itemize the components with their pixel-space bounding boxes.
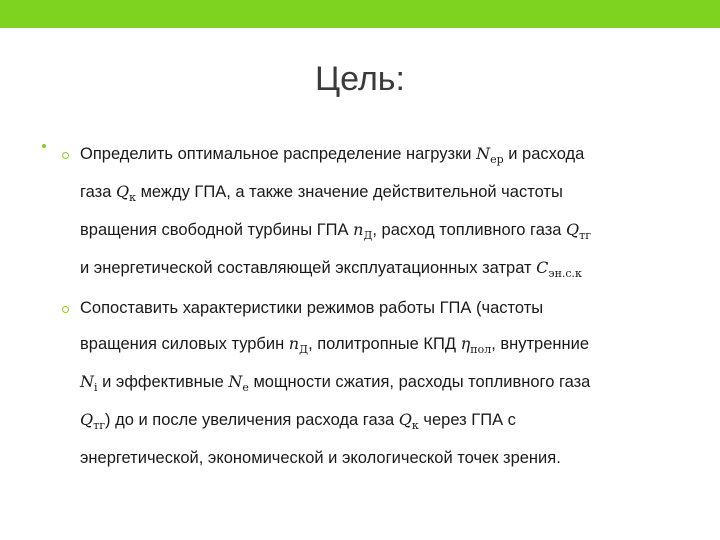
text-line: $N_i$ и эффективные $N_e$ мощности сжатия, расходы топливного газа <box>80 372 591 394</box>
slide-title: Цель: <box>315 60 405 98</box>
math-symbol: $Q_к$ <box>398 410 419 432</box>
bullet-circle-icon <box>62 306 69 313</box>
goal-item-1 <box>80 136 680 288</box>
top-accent-bar <box>0 0 720 28</box>
text-line: вращения силовых турбин $n_Д$, политропные КПД $\eta_{пол}$, внутренние <box>80 334 590 356</box>
math-subscript: эн.с.к <box>548 267 582 280</box>
math-symbol: $n_Д$ <box>353 220 373 242</box>
math-subscript: тг <box>579 229 592 242</box>
math-subscript: к <box>129 191 136 204</box>
text-line: энергетической, экономической и экологической точек зрения. <box>80 449 561 467</box>
math-subscript: e <box>242 381 249 394</box>
math-symbol: $N_{ер}$ <box>476 144 504 166</box>
math-symbol: $N_e$ <box>228 372 249 394</box>
math-symbol: $N_i$ <box>80 372 98 394</box>
text-line: Определить оптимальное распределение нагрузки $N_{ер}$ и расхода <box>80 144 585 166</box>
text-line: газа $Q_к$ между ГПА, а также значение действительной частоты <box>80 182 563 204</box>
math-subscript: i <box>94 381 98 394</box>
text-line: Сопоставить характеристики режимов работы ГПА (частоты <box>80 299 544 317</box>
math-subscript: Д <box>363 229 373 242</box>
math-symbol: $Q_{тг}$ <box>566 220 592 242</box>
bullet-circle-icon <box>62 152 69 159</box>
text-line: $Q_{тг}$) до и после увеличения расхода газа $Q_к$ через ГПА с <box>80 410 516 432</box>
math-subscript: ер <box>490 153 504 166</box>
math-subscript: тг <box>93 419 105 432</box>
math-symbol: $C_{эн.с.к}$ <box>536 258 582 280</box>
math-symbol: $n_Д$ <box>288 334 309 356</box>
text-line: вращения свободной турбины ГПА $n_Д$, расход топливного газа $Q_{тг}$ <box>80 220 592 242</box>
math-symbol: $Q_к$ <box>115 182 136 204</box>
math-subscript: Д <box>299 343 309 356</box>
text-line: и энергетической составляющей эксплуатационных затрат $C_{эн.с.к}$ <box>80 258 582 280</box>
goal-item-2 <box>80 290 680 476</box>
math-subscript: пол <box>470 343 492 356</box>
outer-bullet-icon <box>42 144 46 148</box>
math-symbol: $\eta_{пол}$ <box>460 334 492 356</box>
math-subscript: к <box>411 419 419 432</box>
math-symbol: $Q_{тг}$ <box>80 410 105 432</box>
